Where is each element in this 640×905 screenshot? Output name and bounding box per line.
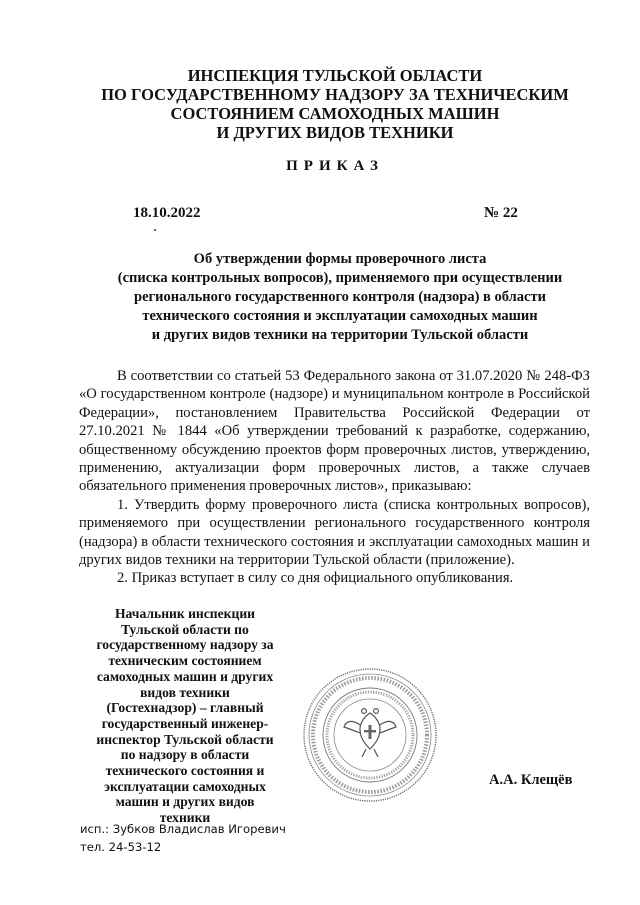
header-line: ИНСПЕКЦИЯ ТУЛЬСКОЙ ОБЛАСТИ — [187, 66, 483, 85]
body-paragraph-item-2: 2. Приказ вступает в силу со дня официального опубликования. — [117, 570, 514, 587]
position-line: государственный инженер- — [101, 715, 269, 731]
subject-line: и других видов техники на территории Тульской области — [151, 327, 529, 343]
signatory-name: А.А. Клещёв — [489, 772, 573, 788]
signatory-position — [82, 606, 288, 826]
executor-phone: тел. 24-53-12 — [80, 840, 162, 854]
position-line: эксплуатации самоходных — [104, 778, 266, 794]
position-line: государственному надзору за — [96, 637, 274, 653]
order-date: 18.10.2022 — [133, 205, 201, 221]
body-paragraph-preamble: В соответствии со статьей 53 Федерального закона от 31.07.2020 № 248-ФЗ «О государственном контроле (надзоре) и муниципальном контроле в Российской Федерации», постановлением Правительства Российской Федерации от 27.10.2021 № 1844 «Об утверждении требований к разработке, содержанию, общественному обсуждению проектов форм проверочных листов, утверждению, применению, актуализации форм проверочных листов, а также случаев обязательного применения проверочных листов», приказываю: — [79, 368, 590, 495]
executor-name: исп.: Зубков Владислав Игоревич — [80, 822, 286, 836]
subject-line: технического состояния и эксплуатации самоходных машин — [142, 308, 538, 324]
header-line: И ДРУГИХ ВИДОВ ТЕХНИКИ — [216, 123, 454, 142]
header-line: ПО ГОСУДАРСТВЕННОМУ НАДЗОРУ ЗА ТЕХНИЧЕСКИМ — [101, 85, 569, 104]
position-line: Начальник инспекции — [114, 606, 255, 621]
header-line: СОСТОЯНИЕМ САМОХОДНЫХ МАШИН — [170, 104, 500, 123]
position-line: техническим состоянием — [108, 653, 262, 669]
position-line: самоходных машин и других — [96, 668, 274, 684]
subject-line: Об утверждении формы проверочного листа — [193, 251, 487, 267]
official-seal-stamp — [300, 665, 440, 805]
position-line: технического состояния и — [105, 763, 265, 779]
subject-line: (списка контрольных вопросов), применяемого при осуществлении — [117, 270, 563, 286]
order-body — [79, 367, 590, 588]
position-line: (Гостехнадзор) – главный — [106, 700, 264, 716]
position-line: техники — [159, 810, 211, 826]
order-subject — [80, 250, 600, 345]
position-line: по надзору в области — [120, 747, 250, 763]
body-paragraph-item-1: 1. Утвердить форму проверочного листа (списка контрольных вопросов), применяемого при осуществлении регионального государственного контроля (надзора) в области технического состояния и эксплуатации самоходных машин и других видов техники на территории Тульской области (приложение). — [79, 496, 590, 569]
order-number: № 22 — [484, 205, 518, 221]
position-line: инспектор Тульской области — [96, 731, 274, 747]
position-line: машин и других видов — [115, 794, 255, 810]
executor-info — [80, 820, 286, 856]
organization-header — [60, 66, 610, 142]
position-line: Тульской области по — [121, 621, 249, 637]
subject-line: регионального государственного контроля (надзора) в области — [134, 289, 546, 305]
stray-dot-mark — [154, 229, 156, 231]
document-type-title: ПРИКАЗ — [286, 158, 384, 174]
position-line: видов техники — [140, 684, 230, 700]
